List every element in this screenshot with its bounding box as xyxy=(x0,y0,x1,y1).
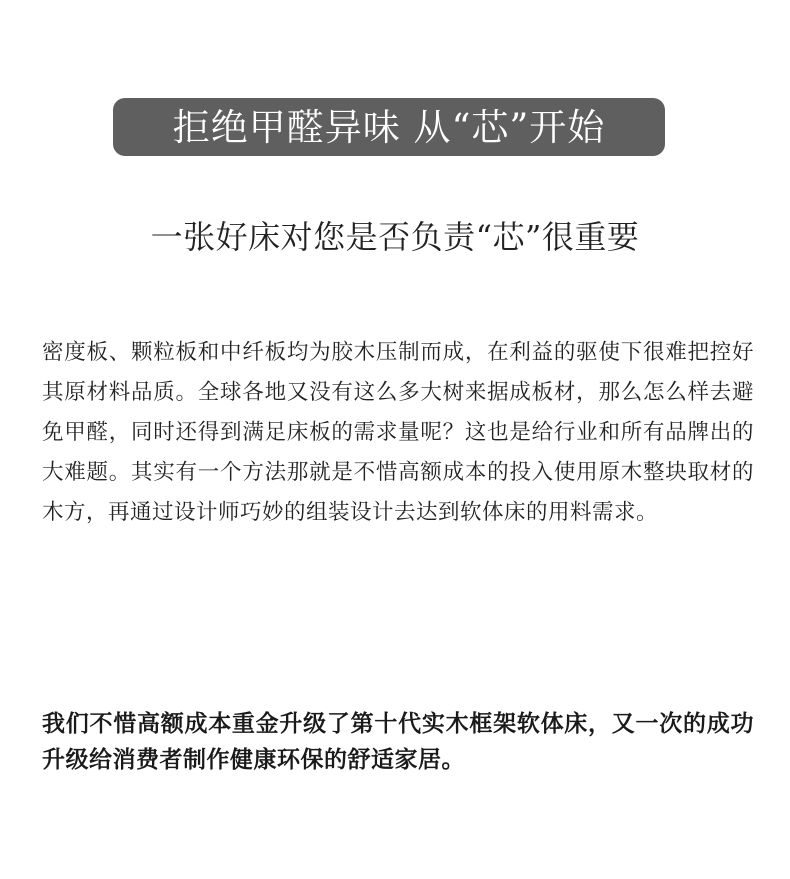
subtitle: 一张好床对您是否负责“芯”很重要 xyxy=(150,218,640,256)
body-paragraph: 密度板、颗粒板和中纤板均为胶木压制而成，在利益的驱使下很难把控好其原材料品质。全球各地又没有这么多大树来据成板材，那么怎么样去避免甲醛，同时还得到满足床板的需求量呢？这也是给行业和所有品牌出的大难题。其实有一个方法那就是不惜高额成本的投入使用原木整块取材的木方，再通过设计师巧妙的组装设计去达到软体床的用料需求。 xyxy=(42,340,754,525)
banner-title: 拒绝甲醛异味 从“芯”开始 xyxy=(172,105,606,149)
highlight-paragraph: 我们不惜高额成本重金升级了第十代实木框架软体床，又一次的成功升级给消费者制作健康环保的舒适家居。 xyxy=(42,711,754,773)
headline-banner xyxy=(113,98,665,156)
